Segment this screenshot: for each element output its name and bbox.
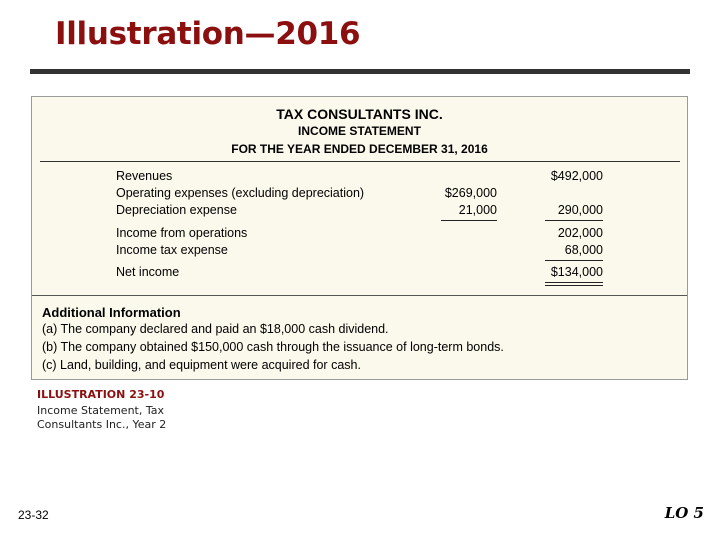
tax-underline bbox=[545, 260, 603, 261]
additional-info-divider bbox=[32, 295, 687, 296]
row-depreciation-amount: 21,000 bbox=[458, 203, 497, 217]
row-operating-expenses-label: Operating expenses (excluding depreciation) bbox=[116, 186, 365, 200]
row-revenues-label: Revenues bbox=[116, 169, 173, 183]
title-rule bbox=[30, 69, 690, 74]
illustration-caption-id: ILLUSTRATION 23-10 bbox=[37, 388, 165, 401]
income-statement-panel bbox=[31, 96, 688, 380]
row-income-from-operations-label: Income from operations bbox=[116, 226, 248, 240]
row-net-income-label: Net income bbox=[116, 265, 180, 279]
row-income-tax-amount: 68,000 bbox=[564, 243, 603, 257]
statement-name: INCOME STATEMENT bbox=[298, 124, 421, 138]
slide-number: 23-32 bbox=[18, 508, 49, 522]
row-revenues-amount: $492,000 bbox=[550, 169, 603, 183]
additional-info-heading: Additional Information bbox=[42, 305, 181, 320]
illustration-caption-line: Consultants Inc., Year 2 bbox=[37, 418, 167, 431]
slide-title: Illustration—2016 bbox=[55, 16, 361, 52]
header-rule bbox=[40, 161, 680, 162]
additional-info-item: (a) The company declared and paid an $18,000 cash dividend. bbox=[42, 322, 389, 336]
statement-company: TAX CONSULTANTS INC. bbox=[276, 106, 443, 122]
row-income-tax-label: Income tax expense bbox=[116, 243, 228, 257]
additional-info-item: (c) Land, building, and equipment were acquired for cash. bbox=[42, 358, 361, 372]
row-net-income-amount: $134,000 bbox=[550, 265, 603, 279]
subtotal-underline-col1 bbox=[441, 220, 497, 221]
additional-info-item: (b) The company obtained $150,000 cash through the issuance of long-term bonds. bbox=[42, 340, 504, 354]
statement-period: FOR THE YEAR ENDED DECEMBER 31, 2016 bbox=[231, 142, 488, 156]
learning-objective-tag: LO 5 bbox=[664, 504, 704, 522]
row-depreciation-label: Depreciation expense bbox=[116, 203, 237, 217]
row-income-from-operations-amount: 202,000 bbox=[557, 226, 603, 240]
illustration-caption-line: Income Statement, Tax bbox=[37, 404, 164, 417]
net-income-double-underline bbox=[545, 282, 603, 286]
row-operating-expenses-amount: $269,000 bbox=[444, 186, 497, 200]
subtotal-underline-col2 bbox=[545, 220, 603, 221]
row-total-expenses-amount: 290,000 bbox=[557, 203, 603, 217]
